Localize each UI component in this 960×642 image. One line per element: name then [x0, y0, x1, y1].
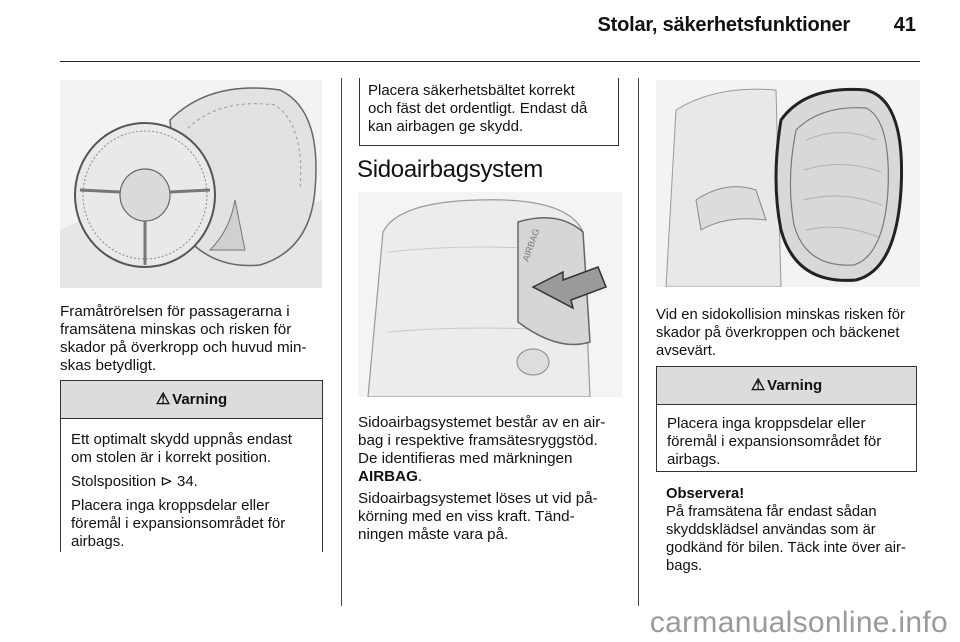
text-line: godkänd för bilen. Täck inte över air- — [666, 540, 906, 556]
text-line: Placera inga kroppsdelar eller — [71, 497, 270, 514]
site-watermark: carmanualsonline.info — [649, 606, 948, 639]
text-line: körning med en viss kraft. Tänd- — [358, 508, 575, 525]
text-line: och fäst det ordentligt. Endast då — [368, 100, 588, 117]
text-line: Sidoairbagsystemet löses ut vid på- — [358, 490, 598, 507]
front-airbag-illustration — [60, 80, 322, 288]
svg-text:AIRBAG: AIRBAG — [520, 227, 542, 263]
text-line: föremål i expansionsområdet för — [71, 515, 286, 532]
seat-side-airbag-illustration — [358, 192, 622, 397]
text-line: skas betydligt. — [60, 357, 157, 374]
text-line: skador på överkroppen och bäckenet — [656, 325, 900, 341]
warning-header — [657, 366, 916, 405]
text-line: om stolen är i korrekt position. — [71, 449, 272, 466]
text-line: kan airbagen ge skydd. — [368, 118, 524, 135]
text-line: avsevärt. — [656, 343, 717, 359]
text-line: bags. — [666, 558, 703, 574]
warning-title: Varning — [172, 391, 228, 408]
text-line: bag i respektive framsätesryggstöd. — [358, 432, 598, 449]
side-airbag-deployed-illustration — [656, 80, 920, 287]
seatbelt-note-box — [359, 78, 619, 146]
airbag-marking: AIRBAG — [358, 468, 418, 485]
warning-triangle-icon: ⚠ — [155, 391, 171, 408]
text-line: föremål i expansionsområdet för — [667, 433, 882, 450]
page-reference[interactable]: 34. — [172, 473, 198, 490]
text-line: Sidoairbagsystemet består av en air- — [358, 414, 606, 431]
note-title: Observera! — [666, 486, 745, 502]
seat-position-label: Stolsposition — [71, 473, 157, 490]
text-line: Framåtrörelsen för passagerarna i — [60, 303, 290, 320]
text-line: skador på överkropp och huvud min- — [60, 339, 307, 356]
header-divider — [60, 61, 920, 62]
page-header-title: Stolar, säkerhetsfunktioner — [597, 14, 850, 36]
arrow-reference-icon: ⊳ — [160, 473, 173, 490]
warning-body — [61, 419, 322, 551]
text-line: Placera inga kroppsdelar eller — [667, 415, 866, 432]
text-line: De identifieras med märkningen — [358, 450, 573, 467]
column-divider-left — [341, 78, 342, 606]
col3-paragraph — [656, 306, 924, 360]
text-line: Vid en sidokollision minskas risken för — [656, 307, 905, 323]
warning-triangle-icon: ⚠ — [750, 377, 766, 394]
text-line: På framsätena får endast sådan — [666, 504, 877, 520]
col1-paragraph — [60, 303, 330, 375]
text-line: Ett optimalt skydd uppnås endast — [71, 431, 292, 448]
warning-body — [657, 405, 916, 469]
text-line: skyddsklädsel användas som är — [666, 522, 876, 538]
warning-box-seat-position — [60, 380, 323, 552]
text-line: framsätena minskas och risken för — [60, 321, 292, 338]
warning-box-side-airbag — [656, 366, 917, 472]
warning-header — [61, 380, 322, 419]
section-title: Sidoairbagsystem — [357, 156, 543, 183]
page-number: 41 — [893, 14, 916, 36]
col3-note — [666, 485, 924, 575]
column-divider-right — [638, 78, 639, 606]
warning-title: Varning — [767, 377, 823, 394]
text-line: ningen måste vara på. — [358, 526, 509, 543]
col2-paragraph-2 — [358, 490, 628, 544]
text-period: . — [417, 468, 423, 485]
text-line: airbags. — [71, 533, 125, 550]
text-line: airbags. — [667, 451, 721, 468]
text-line: Placera säkerhetsbältet korrekt — [368, 82, 575, 99]
col2-paragraph-1 — [358, 414, 628, 486]
